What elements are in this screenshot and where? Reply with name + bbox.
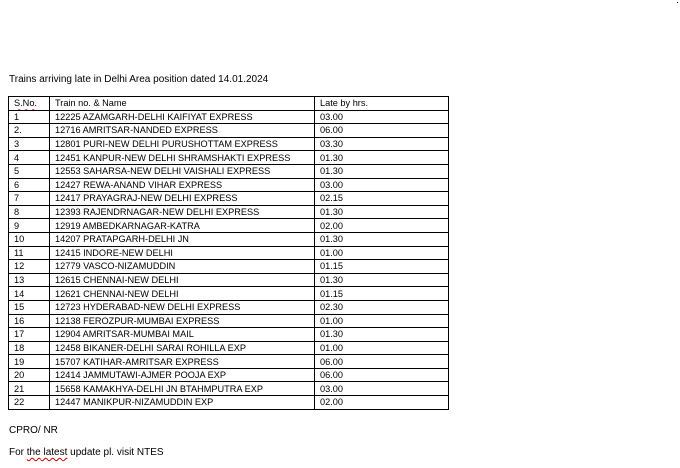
table-row: [9, 178, 449, 192]
cell-late: 01.00: [315, 246, 449, 260]
cell-late: 03.30: [315, 137, 449, 151]
cell-late: 01.30: [315, 232, 449, 246]
cell-late: 01.30: [315, 205, 449, 219]
table-row: [9, 314, 449, 328]
table-row: [9, 260, 449, 274]
cell-sno: 5: [9, 164, 50, 178]
cell-train: 12553 SAHARSA-NEW DELHI VAISHALI EXPRESS: [50, 164, 315, 178]
cell-sno: 8: [9, 205, 50, 219]
cell-train: 12414 JAMMUTAWI-AJMER POOJA EXP: [50, 368, 315, 382]
cell-sno: 14: [9, 287, 50, 301]
cell-late: 01.15: [315, 260, 449, 274]
footer-note: [9, 447, 164, 459]
cell-train: 12779 VASCO-NIZAMUDDIN: [50, 260, 315, 274]
cell-train: 15707 KATIHAR-AMRITSAR EXPRESS: [50, 355, 315, 369]
cell-sno: 2.: [9, 124, 50, 138]
cell-sno: 21: [9, 382, 50, 396]
cell-late: 01.30: [315, 151, 449, 165]
cell-train: 12415 INDORE-NEW DELHI: [50, 246, 315, 260]
table-row: [9, 396, 449, 410]
cell-late: 03.00: [315, 382, 449, 396]
cell-sno: 1: [9, 110, 50, 124]
cell-train: 12621 CHENNAI-NEW DELHI: [50, 287, 315, 301]
cell-sno: 4: [9, 151, 50, 165]
table-row: [9, 137, 449, 151]
cell-train: 12723 HYDERABAD-NEW DELHI EXPRESS: [50, 300, 315, 314]
table-row: [9, 232, 449, 246]
cell-sno: 7: [9, 192, 50, 206]
cell-sno: 16: [9, 314, 50, 328]
footer-suffix: update pl. visit NTES: [67, 447, 164, 458]
cell-sno: 17: [9, 328, 50, 342]
table-row: [9, 382, 449, 396]
document-heading: Trains arriving late in Delhi Area position dated 14.01.2024: [9, 74, 269, 85]
cell-train: 12225 AZAMGARH-DELHI KAIFIYAT EXPRESS: [50, 110, 315, 124]
cell-late: 06.00: [315, 368, 449, 382]
table-row: [9, 246, 449, 260]
cell-train: 12447 MANIKPUR-NIZAMUDDIN EXP: [50, 396, 315, 410]
cell-train: 12427 REWA-ANAND VIHAR EXPRESS: [50, 178, 315, 192]
cell-late: 02.30: [315, 300, 449, 314]
cell-late: 01.15: [315, 287, 449, 301]
footer-prefix: For: [9, 447, 27, 458]
footer-word-the: the: [26, 447, 41, 458]
table-row: [9, 205, 449, 219]
cell-sno: 6: [9, 178, 50, 192]
cell-train: 12615 CHENNAI-NEW DELHI: [50, 273, 315, 287]
cell-sno: 13: [9, 273, 50, 287]
table-header-row: [9, 97, 449, 111]
cell-sno: 12: [9, 260, 50, 274]
cell-late: 01.30: [315, 328, 449, 342]
cell-sno: 18: [9, 341, 50, 355]
table-row: [9, 328, 449, 342]
cell-late: 03.00: [315, 110, 449, 124]
cell-train: 12393 RAJENDRNAGAR-NEW DELHI EXPRESS: [50, 205, 315, 219]
table-row: [9, 273, 449, 287]
cell-late: 06.00: [315, 355, 449, 369]
cell-late: 02.00: [315, 219, 449, 233]
table-row: [9, 192, 449, 206]
cell-late: 01.00: [315, 341, 449, 355]
header-sno: [9, 97, 50, 111]
cell-late: 06.00: [315, 124, 449, 138]
table-row: [9, 151, 449, 165]
footer-word-latest: latest: [40, 447, 68, 458]
cell-train: 12138 FEROZPUR-MUMBAI EXPRESS: [50, 314, 315, 328]
table-row: [9, 219, 449, 233]
cell-train: 12417 PRAYAGRAJ-NEW DELHI EXPRESS: [50, 192, 315, 206]
table-body: [9, 110, 449, 409]
cell-late: 02.15: [315, 192, 449, 206]
table-row: [9, 164, 449, 178]
cell-sno: 19: [9, 355, 50, 369]
table-row: [9, 287, 449, 301]
cell-sno: 22: [9, 396, 50, 410]
cell-sno: 15: [9, 300, 50, 314]
cell-sno: 20: [9, 368, 50, 382]
table-row: [9, 110, 449, 124]
table-row: [9, 368, 449, 382]
cell-sno: 9: [9, 219, 50, 233]
cell-late: 01.00: [315, 314, 449, 328]
cell-late: 01.30: [315, 164, 449, 178]
cell-train: 12716 AMRITSAR-NANDED EXPRESS: [50, 124, 315, 138]
cell-late: 03.00: [315, 178, 449, 192]
cell-train: 12904 AMRITSAR-MUMBAI MAIL: [50, 328, 315, 342]
cell-train: 14207 PRATAPGARH-DELHI JN: [50, 232, 315, 246]
cell-sno: 3: [9, 137, 50, 151]
late-trains-table: [8, 96, 449, 410]
table-row: [9, 355, 449, 369]
page-dot-mark: [677, 2, 678, 3]
header-sno-label: S.No.: [14, 98, 37, 109]
cell-late: 01.30: [315, 273, 449, 287]
cell-train: 12919 AMBEDKARNAGAR-KATRA: [50, 219, 315, 233]
table-row: [9, 124, 449, 138]
cell-train: 15658 KAMAKHYA-DELHI JN BTAHMPUTRA EXP: [50, 382, 315, 396]
cell-sno: 11: [9, 246, 50, 260]
cell-late: 02.00: [315, 396, 449, 410]
signature-text: CPRO/ NR: [9, 425, 58, 436]
cell-train: 12458 BIKANER-DELHI SARAI ROHILLA EXP: [50, 341, 315, 355]
cell-train: 12801 PURI-NEW DELHI PURUSHOTTAM EXPRESS: [50, 137, 315, 151]
cell-sno: 10: [9, 232, 50, 246]
header-late: Late by hrs.: [315, 97, 449, 111]
table-row: [9, 300, 449, 314]
header-train: Train no. & Name: [50, 97, 315, 111]
table-row: [9, 341, 449, 355]
cell-train: 12451 KANPUR-NEW DELHI SHRAMSHAKTI EXPRESS: [50, 151, 315, 165]
